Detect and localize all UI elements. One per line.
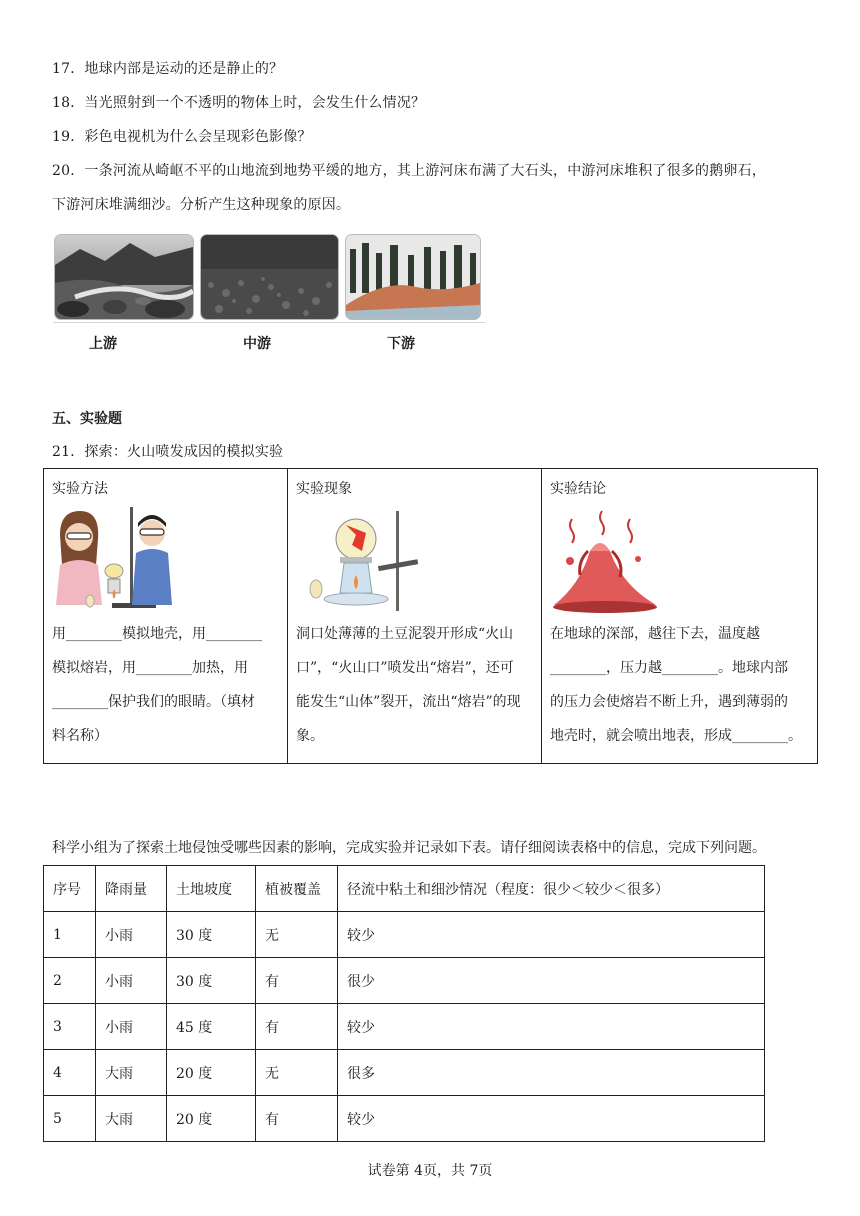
conclusion-line: 的压力会使熔岩不断上升，遇到薄弱的: [550, 694, 788, 710]
question-19: 19．彩色电视机为什么会呈现彩色影像？: [52, 129, 312, 145]
method-line: ________保护我们的眼睛。（填材: [52, 694, 255, 710]
cell: 5: [44, 1096, 96, 1142]
section-title: 五、实验题: [52, 411, 122, 427]
phenomenon-line: 口”，“火山口”喷发出“熔岩”，还可: [296, 660, 514, 676]
cell: 大雨: [96, 1050, 167, 1096]
cell: 小雨: [96, 958, 167, 1004]
volcano-experiment-table: [43, 468, 818, 764]
header-slope: 土地坡度: [167, 866, 256, 912]
cell: 无: [256, 912, 338, 958]
table-row: [44, 1050, 765, 1096]
upstream-photo: [54, 234, 194, 320]
cell: 有: [256, 1096, 338, 1142]
phenomenon-header: 实验现象: [296, 481, 352, 497]
page-footer: 试卷第 4页，共 7页: [367, 1163, 493, 1179]
question-21: 21．探索：火山喷发成因的模拟实验: [52, 444, 284, 460]
conclusion-header: 实验结论: [550, 481, 606, 497]
cell: 很多: [338, 1050, 765, 1096]
river-photos: [53, 232, 485, 322]
question-17: 17．地球内部是运动的还是静止的？: [52, 61, 284, 77]
conclusion-line: ________，压力越________。地球内部: [550, 660, 788, 676]
header-rainfall: 降雨量: [96, 866, 167, 912]
header-vegetation: 植被覆盖: [256, 866, 338, 912]
erosion-intro: 科学小组为了探索土地侵蚀受哪些因素的影响，完成实验并记录如下表。请仔细阅读表格中的信息，完成下列问题。: [52, 840, 766, 856]
cell: 较少: [338, 1096, 765, 1142]
conclusion-line: 地壳时，就会喷出地表，形成________。: [550, 728, 802, 744]
cell: 较少: [338, 912, 765, 958]
phenomenon-text: [296, 617, 533, 753]
cell: 有: [256, 1004, 338, 1050]
phenomenon-line: 能发生“山体”裂开，流出“熔岩”的现: [296, 694, 521, 710]
apparatus-illustration: [296, 505, 436, 615]
question-18: 18．当光照射到一个不透明的物体上时，会发生什么情况？: [52, 95, 426, 111]
method-header: 实验方法: [52, 481, 108, 497]
conclusion-line: 在地球的深部，越往下去，温度越: [550, 626, 760, 642]
downstream-photo: [345, 234, 481, 320]
phenomenon-line: 洞口处薄薄的土豆泥裂开形成“火山: [296, 626, 514, 642]
conclusion-cell: [542, 469, 818, 764]
table-row: [44, 1004, 765, 1050]
phenomenon-line: 象。: [296, 728, 324, 744]
cell: 1: [44, 912, 96, 958]
photos-divider: [53, 322, 485, 323]
header-index: 序号: [44, 866, 96, 912]
cell: 30 度: [167, 912, 256, 958]
cell: 有: [256, 958, 338, 1004]
erosion-table: [43, 865, 765, 1142]
method-line: 用________模拟地壳，用________: [52, 626, 262, 642]
cell: 20 度: [167, 1050, 256, 1096]
cell: 3: [44, 1004, 96, 1050]
cell: 小雨: [96, 912, 167, 958]
method-text: [52, 617, 279, 753]
conclusion-text: [550, 617, 809, 753]
cell: 20 度: [167, 1096, 256, 1142]
caption-midstream: 中游: [243, 336, 271, 352]
cell: 无: [256, 1050, 338, 1096]
cell: 30 度: [167, 958, 256, 1004]
cell: 4: [44, 1050, 96, 1096]
question-20-line-1: 20．一条河流从崎岖不平的山地流到地势平缓的地方，其上游河床布满了大石头，中游河床堆积了很多的鹅卵石，: [52, 163, 767, 179]
cell: 很少: [338, 958, 765, 1004]
question-20-line-2: 下游河床堆满细沙。分析产生这种现象的原因。: [52, 197, 351, 213]
volcano-illustration: [550, 505, 660, 615]
table-row: [44, 1096, 765, 1142]
cell: 大雨: [96, 1096, 167, 1142]
caption-downstream: 下游: [387, 336, 415, 352]
cell: 45 度: [167, 1004, 256, 1050]
students-experiment-illustration: [52, 505, 182, 615]
table-row: [44, 912, 765, 958]
method-line: 料名称）: [52, 728, 108, 744]
cell: 小雨: [96, 1004, 167, 1050]
table-row: [44, 958, 765, 1004]
cell: 较少: [338, 1004, 765, 1050]
method-cell: [44, 469, 288, 764]
caption-upstream: 上游: [89, 336, 117, 352]
table-header-row: [44, 866, 765, 912]
cell: 2: [44, 958, 96, 1004]
header-runoff: 径流中粘土和细沙情况（程度：很少＜较少＜很多）: [338, 866, 765, 912]
phenomenon-cell: [288, 469, 542, 764]
method-line: 模拟熔岩，用________加热，用: [52, 660, 248, 676]
midstream-photo: [200, 234, 339, 320]
